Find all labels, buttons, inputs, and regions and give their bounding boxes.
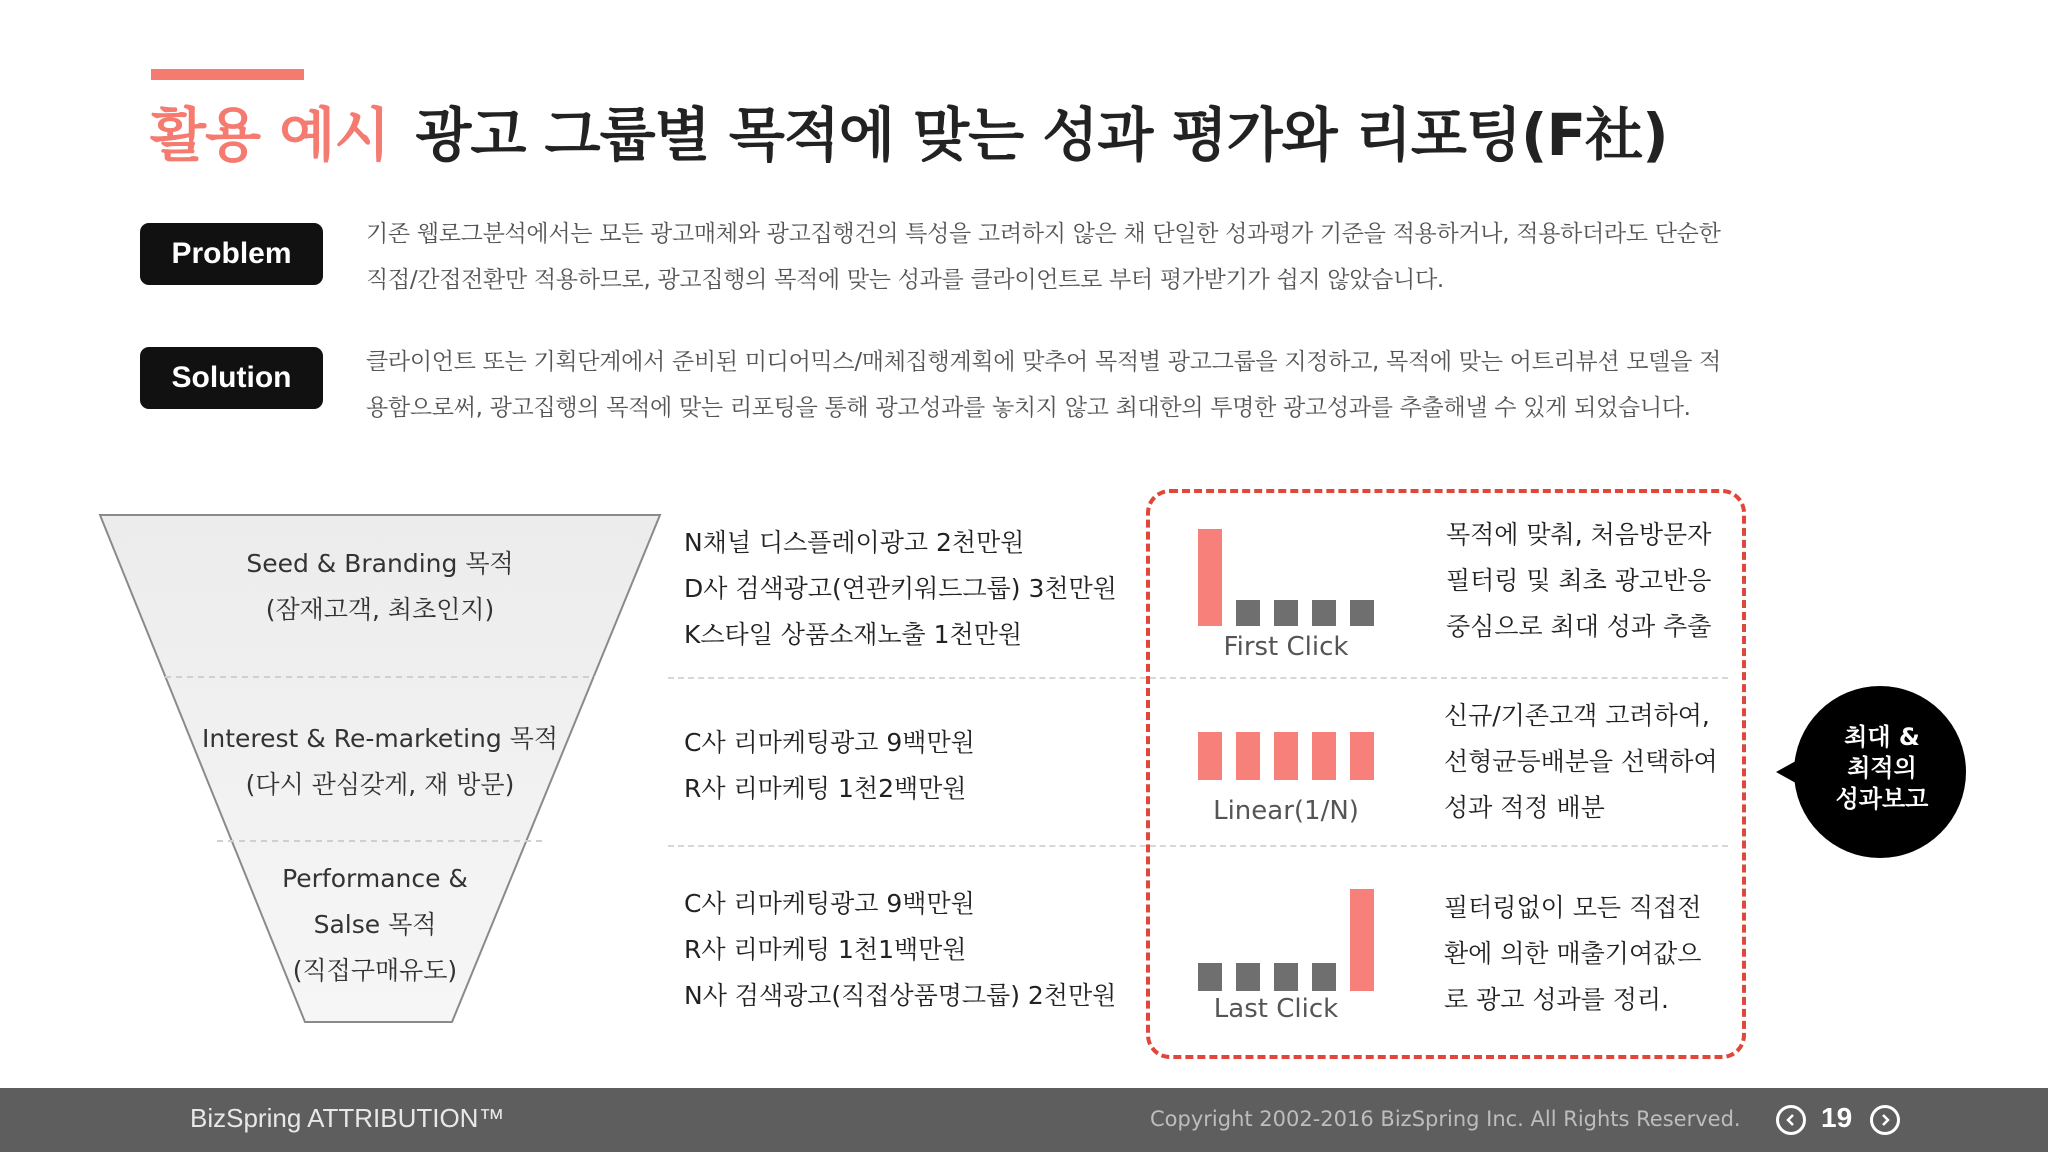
budget-list-interest xyxy=(684,720,975,812)
chevron-left-icon xyxy=(1784,1113,1798,1127)
funnel-stage-title: Salse 목적 xyxy=(313,910,437,939)
funnel-stage-seed xyxy=(160,541,600,633)
last-click-bar xyxy=(1312,963,1336,991)
linear-bars xyxy=(1196,732,1376,780)
linear-bar xyxy=(1274,732,1298,780)
page-title xyxy=(150,88,1668,172)
linear-label: Linear(1/N) xyxy=(1213,796,1359,826)
footer-copyright: Copyright 2002-2016 BizSpring Inc. All Rights Reserved. xyxy=(1150,1107,1741,1131)
callout-line: 성과보고 xyxy=(1835,785,1929,813)
title-highlight: 활용 예시 xyxy=(150,101,390,169)
problem-badge: Problem xyxy=(140,223,323,285)
title-accent-bar xyxy=(151,69,304,80)
explanation-line: 중심으로 최대 성과 추출 xyxy=(1446,612,1712,641)
first-click-bar xyxy=(1312,600,1336,626)
solution-line: 용함으로써, 광고집행의 목적에 맞는 리포팅을 통해 광고성과를 놓치지 않고 최대한의 투명한 광고성과를 추출해낼 수 있게 되었습니다. xyxy=(366,395,1691,421)
problem-line: 직접/간접전환만 적용하므로, 광고집행의 목적에 맞는 성과를 클라이언트로 부터 평가받기가 쉽지 않았습니다. xyxy=(366,267,1444,293)
last-click-bar xyxy=(1236,963,1260,991)
budget-list-seed xyxy=(684,520,1117,658)
next-page-button[interactable] xyxy=(1870,1105,1900,1135)
callout-line: 최대 & xyxy=(1844,723,1920,751)
last-click-bar xyxy=(1274,963,1298,991)
budget-list-performance xyxy=(684,881,1116,1019)
budget-item: D사 검색광고(연관키워드그룹) 3천만원 xyxy=(684,574,1117,603)
explanation-line: 선형균등배분을 선택하여 xyxy=(1444,747,1718,776)
last-click-label: Last Click xyxy=(1213,994,1339,1024)
title-main: 광고 그룹별 목적에 맞는 성과 평가와 리포팅(F社) xyxy=(415,101,1668,169)
first-click-label: First Click xyxy=(1223,632,1349,662)
funnel-stage-interest xyxy=(160,716,600,808)
explanation-line: 로 광고 성과를 정리. xyxy=(1444,985,1669,1014)
solution-badge: Solution xyxy=(140,347,323,409)
funnel-stage-performance xyxy=(240,856,510,994)
problem-line: 기존 웹로그분석에서는 모든 광고매체와 광고집행건의 특성을 고려하지 않은 채 단일한 성과평가 기준을 적용하거나, 적용하더라도 단순한 xyxy=(366,221,1721,247)
explanation-line: 필터링없이 모든 직접전 xyxy=(1444,893,1702,922)
footer-brand: BizSpring ATTRIBUTION™ xyxy=(190,1103,505,1133)
funnel-stage-title: Interest & Re-marketing 목적 xyxy=(201,724,558,753)
last-click-bars xyxy=(1196,889,1376,991)
first-click-bars xyxy=(1196,529,1376,626)
budget-item: C사 리마케팅광고 9백만원 xyxy=(684,889,975,918)
last-click-explanation xyxy=(1444,885,1701,1023)
last-click-bar xyxy=(1198,963,1222,991)
first-click-bar xyxy=(1198,529,1222,626)
first-click-bar xyxy=(1236,600,1260,626)
budget-item: N사 검색광고(직접상품명그룹) 2천만원 xyxy=(684,981,1117,1010)
linear-explanation xyxy=(1444,693,1718,831)
explanation-line: 신규/기존고객 고려하여, xyxy=(1444,701,1710,730)
last-click-bar xyxy=(1350,889,1374,991)
funnel-stage-subtitle: (다시 관심갖게, 재 방문) xyxy=(245,770,515,799)
linear-bar xyxy=(1198,732,1222,780)
funnel-stage-subtitle: (직접구매유도) xyxy=(292,956,458,985)
budget-item: C사 리마케팅광고 9백만원 xyxy=(684,728,975,757)
budget-item: N채널 디스플레이광고 2천만원 xyxy=(684,528,1025,557)
budget-item: K스타일 상품소재노출 1천만원 xyxy=(684,620,1022,649)
linear-bar xyxy=(1312,732,1336,780)
linear-bar xyxy=(1350,732,1374,780)
funnel-stage-title: Seed & Branding 목적 xyxy=(246,549,514,578)
explanation-line: 목적에 맞춰, 처음방문자 xyxy=(1446,520,1712,549)
funnel-stage-title: Performance & xyxy=(282,864,468,893)
first-click-bar xyxy=(1274,600,1298,626)
first-click-explanation xyxy=(1446,512,1711,650)
budget-item: R사 리마케팅 1천2백만원 xyxy=(684,774,967,803)
solution-description xyxy=(366,339,1721,431)
explanation-line: 환에 의한 매출기여값으 xyxy=(1444,939,1702,968)
callout-text xyxy=(1808,722,1956,815)
problem-description xyxy=(366,211,1721,303)
explanation-line: 필터링 및 최초 광고반응 xyxy=(1446,566,1712,595)
page-number: 19 xyxy=(1821,1102,1853,1133)
explanation-line: 성과 적정 배분 xyxy=(1444,793,1605,822)
funnel-stage-subtitle: (잠재고객, 최초인지) xyxy=(265,595,495,624)
linear-bar xyxy=(1236,732,1260,780)
first-click-bar xyxy=(1350,600,1374,626)
budget-item: R사 리마케팅 1천1백만원 xyxy=(684,935,967,964)
previous-page-button[interactable] xyxy=(1776,1105,1806,1135)
solution-line: 클라이언트 또는 기획단계에서 준비된 미디어믹스/매체집행계획에 맞추어 목적별 광고그룹을 지정하고, 목적에 맞는 어트리뷰션 모델을 적 xyxy=(366,349,1721,375)
chevron-right-icon xyxy=(1878,1113,1892,1127)
callout-line: 최적의 xyxy=(1847,754,1917,782)
